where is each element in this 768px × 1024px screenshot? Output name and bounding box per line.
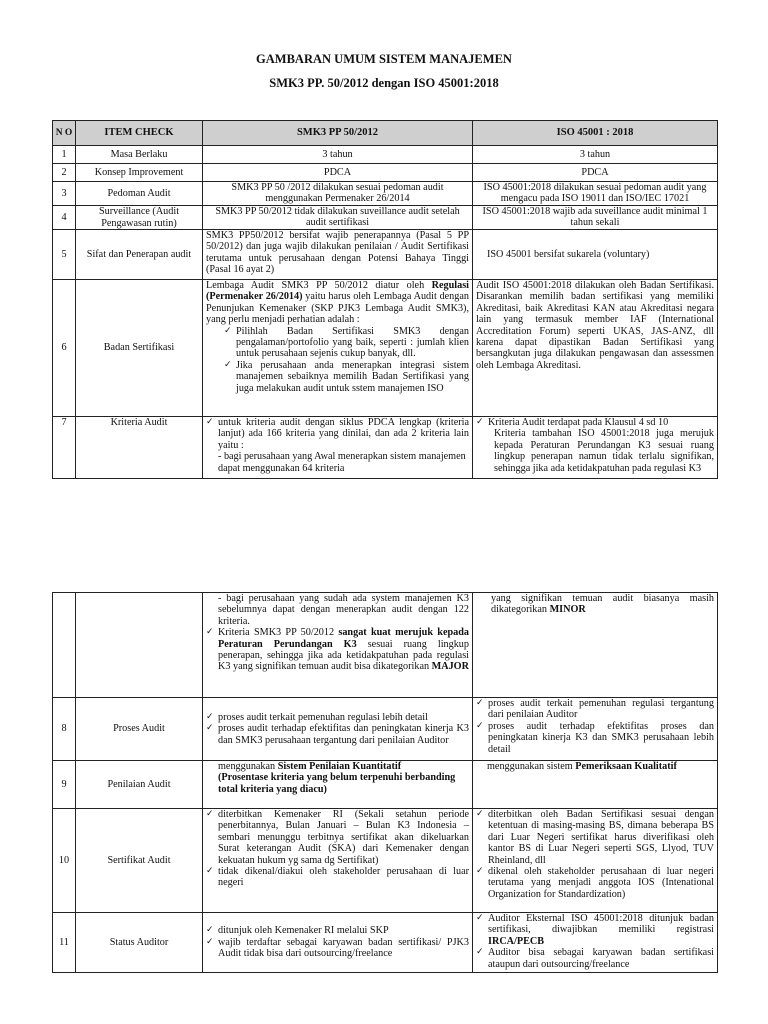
iso-checklist — [476, 913, 714, 970]
iso-paragraph: Kriteria tambahan ISO 45001:2018 juga merujuk kepada Peraturan Perundangan K3 sesuai ruang lingkup penerapan namun tidak terlalu signifikan, sehingga jika ada ketidakpatuhan pada regulasi K3 — [494, 428, 714, 474]
list-item: ✓ Auditor Eksternal ISO 45001:2018 ditunjuk badan sertifikasi, diwajibkan memiliki registrasi IRCA/PECB — [476, 913, 714, 947]
row-number: 2 — [53, 164, 76, 182]
item-check: Pedoman Audit — [76, 182, 203, 206]
list-item: ✓ untuk kriteria audit dengan siklus PDCA lengkap (kriteria lanjut) ada 166 kriteria yang dinilai, dan ada 2 kriteria lain yaitu : — [206, 417, 469, 451]
smk3-cell: SMK3 PP 50 /2012 dilakukan sesuai pedoman audit menggunakan Permenaker 26/2014 — [203, 182, 473, 206]
iso-checklist — [476, 809, 714, 900]
table-row — [53, 280, 718, 417]
iso-cell: ISO 45001 bersifat sukarela (voluntary) — [473, 230, 718, 280]
comparison-table-part-1 — [52, 120, 718, 479]
smk3-cell — [203, 913, 473, 973]
list-item: ✓ proses audit terhadap efektifitas proses dan peningkatan kinerja K3 dan SMK3 perusahaan lebih detail — [476, 721, 714, 755]
table-row — [53, 417, 718, 479]
table-row — [53, 761, 718, 809]
list-item: ✓ Kriteria SMK3 PP 50/2012 sangat kuat merujuk kepada Peraturan Perundangan K3 sesuai ruang lingkup penerapan, sehingga jika ada ketidakpatuhan pada regulasi K3 yang signifikan temuan audit bisa dikategorikan MAJOR — [206, 627, 469, 673]
list-item: ✓ wajib terdaftar sebagai karyawan badan sertifikasi/ PJK3 Audit tidak bisa dari outsourcing/freelance — [206, 937, 469, 960]
row-number: 7 — [53, 417, 76, 479]
table-row — [53, 206, 718, 230]
item-check: Masa Berlaku — [76, 146, 203, 164]
iso-cell — [473, 913, 718, 973]
iso-cell: Audit ISO 45001:2018 dilakukan oleh Badan Sertifikasi. Disarankan memilih badan sertifikasi yang memiliki Akreditasi, baik Akreditasi KAN atau Akreditasi negara lain yang termasuk member IAF (International Accreditation Forum) seperti UKAS, JAS-ANZ, dll karena dapat dipastikan Badan Sertifikasi yang bersangkutan juga dilakukan pengawasan dan assessmen oleh Lembaga Akreditasi. — [473, 280, 718, 417]
document-subtitle: SMK3 PP. 50/2012 dengan ISO 45001:2018 — [269, 76, 499, 90]
list-item: ✓ proses audit terhadap efektifitas dan peningkatan kinerja K3 dan SMK3 perusahaan tergantung dari penilaian Auditor — [206, 723, 469, 746]
smk3-cell: SMK3 PP 50/2012 tidak dilakukan suveillance audit setelah audit sertifikasi — [203, 206, 473, 230]
comparison-table-part-2 — [52, 592, 718, 973]
smk3-checklist — [206, 627, 469, 673]
item-check: Status Auditor — [76, 913, 203, 973]
list-item: ✓ proses audit terkait pemenuhan regulasi lebih detail — [206, 712, 469, 723]
iso-cell: ISO 45001:2018 wajib ada suveillance audit minimal 1 tahun sekali — [473, 206, 718, 230]
table-row — [53, 593, 718, 698]
header-no: N O — [53, 121, 76, 146]
table-row — [53, 182, 718, 206]
list-item: ✓ Jika perusahaan anda menerapkan integrasi sistem manajemen sebaiknya memilih Badan Sertifikasi yang juga melakukan audit untuk sstem manajemen ISO — [224, 360, 469, 394]
smk3-cell — [203, 809, 473, 913]
item-check: Konsep Improvement — [76, 164, 203, 182]
item-check: Surveillance (Audit Pengawasan rutin) — [76, 206, 203, 230]
smk3-cell — [203, 698, 473, 761]
item-check: Proses Audit — [76, 698, 203, 761]
iso-cell: PDCA — [473, 164, 718, 182]
item-check: Sertifikat Audit — [76, 809, 203, 913]
smk3-checklist — [206, 417, 469, 451]
smk3-cell — [203, 417, 473, 479]
row-number: 10 — [53, 809, 76, 913]
list-item: ✓ diterbitkan oleh Badan Sertifikasi sesuai dengan ketentuan di masing-masing BS, dimana beberapa BS dari Luar Negeri sertifikat harus diverifikasi oleh kantor BS di Luar Negeri seperti SGS, Llyod, TUV Rheinland, dll — [476, 809, 714, 866]
smk3-paragraph: Lembaga Audit SMK3 PP 50/2012 diatur oleh Regulasi (Permenaker 26/2014) yaitu harus oleh Lembaga Audit dengan Penunjukan Kemenaker (SKP PJK3 Lembaga Audit SMK3), yang perlu menjadi perhatian adalah : — [206, 280, 469, 326]
list-item: ✓ diterbitkan Kemenaker RI (Sekali setahun periode penerbitannya, Bulan Januari – Bulan K3 Indonesia – sembari menunggu terbitnya sertifikat akan dikeluarkan Surat keterangan Audit (SKA) dari Kemenaker dengan kekuatan hukum yg sama dg Sertifikat) — [206, 809, 469, 866]
iso-cell — [473, 809, 718, 913]
smk3-sub-item: - bagi perusahaan yang sudah ada system manajemen K3 sebelumnya dapat dengan menerapkan audit dengan 122 kriteria. — [218, 593, 469, 627]
row-number: 5 — [53, 230, 76, 280]
table-row — [53, 913, 718, 973]
smk3-checklist — [206, 925, 469, 959]
list-item: ✓ Auditor bisa sebagai karyawan badan sertifikasi ataupun dari outsourcing/freelance — [476, 947, 714, 970]
header-iso: ISO 45001 : 2018 — [473, 121, 718, 146]
row-number: 6 — [53, 280, 76, 417]
smk3-checklist — [206, 712, 469, 746]
smk3-sub-item: - bagi perusahaan yang Awal menerapkan sistem manajemen dapat menggunakan 64 kriteria — [218, 451, 466, 474]
table-row — [53, 698, 718, 761]
smk3-cell: SMK3 PP50/2012 bersifat wajib penerapannya (Pasal 5 PP 50/2012) dan juga wajib dilakukan penilaian / Audit Sertifikasi terutama untuk perusahaan dengan Potensi Bahaya Tinggi (Pasal 16 ayat 2) — [203, 230, 473, 280]
list-item: ✓ tidak dikenal/diakui oleh stakeholder perusahaan di luar negeri — [206, 866, 469, 889]
table-row — [53, 146, 718, 164]
table-header-row — [53, 121, 718, 146]
list-item: ✓ ditunjuk oleh Kemenaker RI melalui SKP — [206, 925, 469, 936]
row-number: 3 — [53, 182, 76, 206]
iso-cell: menggunakan sistem Pemeriksaan Kualitatif — [473, 761, 718, 809]
table-row — [53, 809, 718, 913]
row-number: 11 — [53, 913, 76, 973]
document-title: GAMBARAN UMUM SISTEM MANAJEMEN — [256, 52, 512, 66]
row-number — [53, 593, 76, 698]
header-smk3: SMK3 PP 50/2012 — [203, 121, 473, 146]
list-item: ✓ Pilihlah Badan Sertifikasi SMK3 dengan pengalaman/portofolio yang baik, seperti : jumlah klien untuk perusahaan sejenis cukup banyak, dll. — [224, 326, 469, 360]
smk3-cell — [203, 280, 473, 417]
table-row — [53, 164, 718, 182]
smk3-checklist — [206, 809, 469, 889]
list-item: ✓ Kriteria Audit terdapat pada Klausul 4 sd 10 — [476, 417, 714, 428]
item-check: Kriteria Audit — [76, 417, 203, 479]
list-item: ✓ dikenal oleh stakeholder perusahaan di luar negeri terutama yang menjadi anggota IOS (Intenational Organization for Standardization) — [476, 866, 714, 900]
smk3-cell: PDCA — [203, 164, 473, 182]
item-check: Penilaian Audit — [76, 761, 203, 809]
row-number: 1 — [53, 146, 76, 164]
table-row — [53, 230, 718, 280]
item-check — [76, 593, 203, 698]
iso-cell — [473, 417, 718, 479]
smk3-checklist — [206, 326, 469, 394]
smk3-cell: menggunakan Sistem Penilaian Kuantitatif (Prosentase kriteria yang belum terpenuhi berbanding total kriteria yang diacu) — [203, 761, 473, 809]
smk3-cell: 3 tahun — [203, 146, 473, 164]
iso-cell: ISO 45001:2018 dilakukan sesuai pedoman audit yang mengacu pada ISO 19011 dan ISO/IEC 17021 — [473, 182, 718, 206]
iso-checklist — [476, 698, 714, 755]
row-number: 9 — [53, 761, 76, 809]
iso-checklist — [476, 417, 714, 428]
item-check: Sifat dan Penerapan audit — [76, 230, 203, 280]
header-item-check: ITEM CHECK — [76, 121, 203, 146]
list-item: ✓ proses audit terkait pemenuhan regulasi tergantung dari penilaian Auditor — [476, 698, 714, 721]
iso-cell: 3 tahun — [473, 146, 718, 164]
row-number: 4 — [53, 206, 76, 230]
row-number: 8 — [53, 698, 76, 761]
smk3-cell — [203, 593, 473, 698]
iso-cell — [473, 698, 718, 761]
iso-cell: yang signifikan temuan audit biasanya masih dikategorikan MINOR — [473, 593, 718, 698]
item-check: Badan Sertifikasi — [76, 280, 203, 417]
